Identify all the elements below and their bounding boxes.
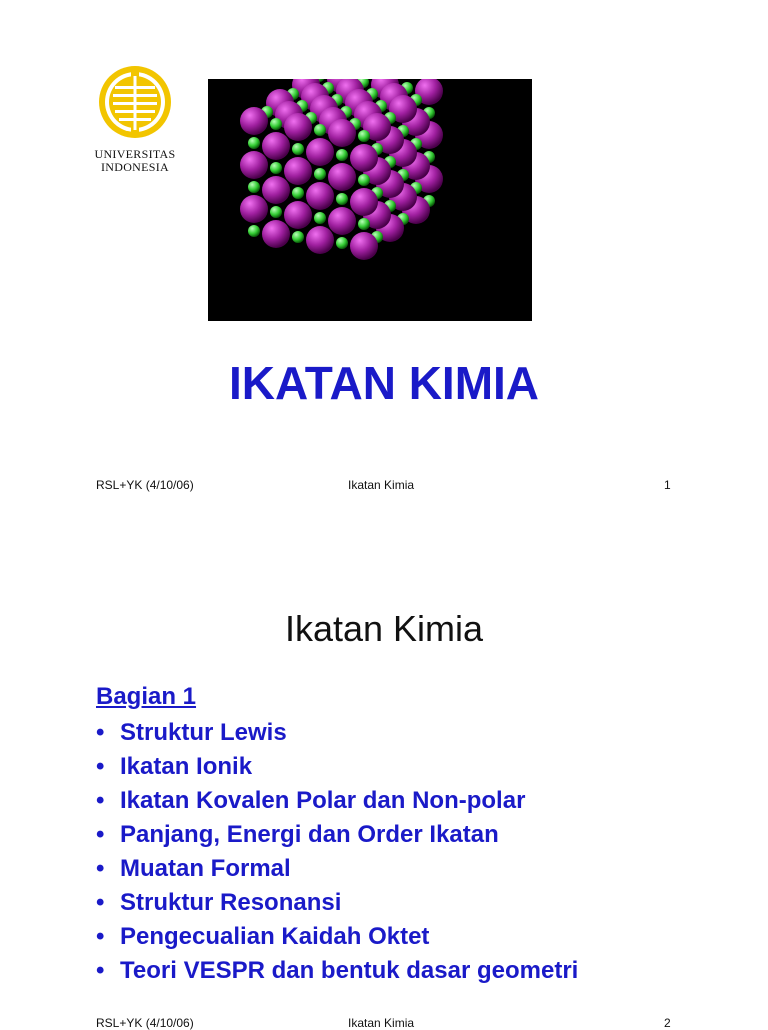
large-atom [328,163,356,191]
large-atom [284,157,312,185]
list-item [96,784,578,818]
list-item-text: Panjang, Energi dan Order Ikatan [120,821,499,848]
bullet-icon: • [96,855,105,882]
large-atom [306,182,334,210]
small-atom [358,218,370,230]
large-atom [240,151,268,179]
university-name-line1: UNIVERSITAS [94,147,176,161]
large-atom [262,132,290,160]
small-atom [358,174,370,186]
bullet-icon: • [96,719,105,746]
slide2-title: Ikatan Kimia [284,608,484,649]
large-atom [306,226,334,254]
large-atom [262,220,290,248]
list-item [96,886,578,920]
crystal-lattice-image [208,79,532,321]
small-atom [248,225,260,237]
list-item-text: Teori VESPR dan bentuk dasar geometri [120,957,579,984]
list-item-text: Struktur Resonansi [120,889,342,916]
section-heading: Bagian 1 [96,683,197,710]
list-item [96,954,578,988]
small-atom [336,193,348,205]
slide1-footer-page-number: 1 [664,478,671,492]
slide1-footer-author: RSL+YK (4/10/06) [96,478,194,492]
slide2-footer-page-number: 2 [664,1016,671,1030]
large-atom [350,232,378,260]
bullet-icon: • [96,889,105,916]
small-atom [292,143,304,155]
small-atom [270,162,282,174]
large-atom [306,138,334,166]
large-atom [328,207,356,235]
topic-list [96,716,578,988]
list-item-text: Ikatan Ionik [120,753,253,780]
list-item [96,716,578,750]
large-atom [284,113,312,141]
slide1-title: IKATAN KIMIA [228,357,540,409]
large-atom [350,144,378,172]
bullet-icon: • [96,821,105,848]
university-logo [90,62,180,174]
large-atom [262,176,290,204]
small-atom [292,231,304,243]
list-item [96,852,578,886]
large-atom [350,188,378,216]
large-atom [240,195,268,223]
small-atom [314,168,326,180]
large-atom [240,107,268,135]
crystal-lattice-drawing [208,79,532,321]
bullet-icon: • [96,923,105,950]
small-atom [336,237,348,249]
small-atom [314,212,326,224]
slide2-footer-author: RSL+YK (4/10/06) [96,1016,194,1030]
makara-emblem-icon [95,62,175,144]
bullet-icon: • [96,957,105,984]
small-atom [248,137,260,149]
small-atom [270,206,282,218]
list-item [96,818,578,852]
small-atom [314,124,326,136]
small-atom [358,130,370,142]
list-item-text: Struktur Lewis [120,719,287,746]
university-name-line2: INDONESIA [100,160,170,174]
list-item [96,750,578,784]
bullet-icon: • [96,753,105,780]
slide1-footer-topic: Ikatan Kimia [348,478,415,492]
small-atom [270,118,282,130]
list-item-text: Pengecualian Kaidah Oktet [120,923,430,950]
small-atom [248,181,260,193]
small-atom [336,149,348,161]
list-item-text: Ikatan Kovalen Polar dan Non-polar [120,787,526,814]
slide2-footer-topic: Ikatan Kimia [348,1016,415,1030]
small-atom [292,187,304,199]
large-atom [284,201,312,229]
list-item [96,920,578,954]
list-item-text: Muatan Formal [120,855,291,882]
bullet-icon: • [96,787,105,814]
large-atom [328,119,356,147]
